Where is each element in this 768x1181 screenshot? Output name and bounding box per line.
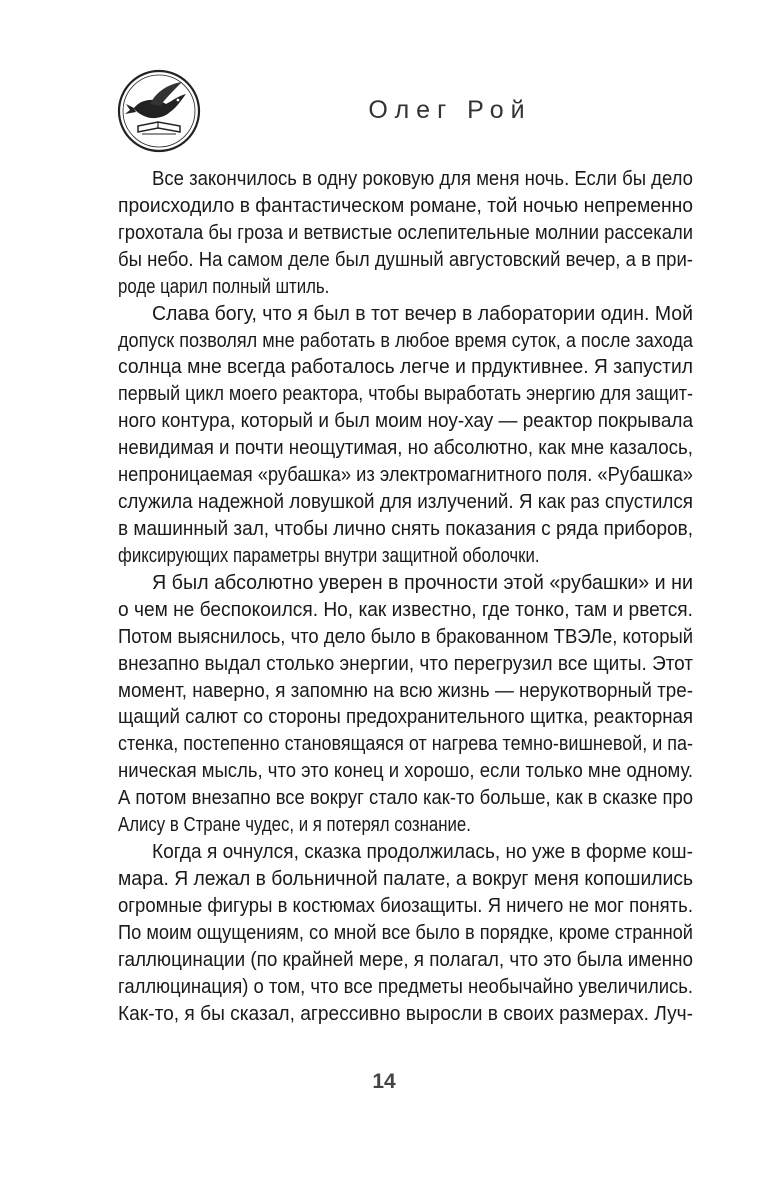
text-line-content: А потом внезапно все вокруг стало как-то больше, как в сказке про (118, 787, 693, 810)
text-line (118, 543, 693, 570)
text-line (118, 516, 693, 543)
text-line (118, 381, 693, 408)
text-line-content: роде царил полный штиль. (118, 275, 330, 298)
text-line-content: невидимая и почти неощутимая, но абсолютно, как мне казалось, (118, 437, 693, 460)
text-line-content: Когда я очнулся, сказка продолжилась, но уже в форме кош- (152, 841, 693, 864)
text-line (118, 408, 693, 435)
text-line-content: Как-то, я бы сказал, агрессивно выросли в своих размерах. Луч- (118, 1002, 694, 1025)
text-line (118, 1001, 693, 1028)
text-line-content: Алису в Стране чудес, и я потерял сознание. (118, 814, 471, 837)
text-line-content: непроницаемая «рубашка» из электромагнитного поля. «Рубашка» (118, 464, 694, 487)
text-line (118, 435, 693, 462)
text-line (118, 812, 693, 839)
text-line-content: стенка, постепенно становящаяся от нагрева темно-вишневой, и па- (118, 733, 693, 756)
text-line-content: происходило в фантастическом романе, той ночью непременно (118, 194, 694, 217)
text-line-content: галлюцинации (по крайней мере, я полагал, что это была именно (118, 948, 693, 971)
text-line (118, 947, 693, 974)
text-line (118, 651, 693, 678)
text-line-content: мара. Я лежал в больничной палате, а вокруг меня копошились (118, 867, 694, 890)
text-line-content: момент, наверно, я запомню на всю жизнь — нерукотворный тре- (118, 679, 693, 702)
text-line (118, 570, 693, 597)
text-line (118, 731, 693, 758)
text-line (118, 462, 693, 489)
text-line-content: грохотала бы гроза и ветвистые ослепительные молнии рассекали (118, 221, 693, 244)
text-line-content: Слава богу, что я был в тот вечер в лаборатории один. Мой (152, 302, 694, 325)
text-line-content: огромные фигуры в костюмах биозащиты. Я ничего не мог понять. (118, 894, 693, 917)
text-lines (118, 166, 693, 1028)
text-line-content: о чем не беспокоился. Но, как известно, где тонко, там и рвется. (118, 598, 693, 621)
page-number: 14 (372, 1070, 396, 1093)
text-line (118, 354, 693, 381)
text-line (118, 220, 693, 247)
text-line-content: ного контура, который и был моим ноу-хау — реактор покрывала (118, 410, 694, 433)
text-line-content: фиксирующих параметры внутри защитной оболочки. (118, 544, 540, 567)
text-line (118, 893, 693, 920)
text-line-content: галлюцинация) о том, что все предметы необычайно увеличились. (118, 975, 694, 998)
text-line (118, 489, 693, 516)
text-line (118, 785, 693, 812)
text-line (118, 974, 693, 1001)
bird-emblem-icon (116, 68, 202, 154)
text-line (118, 193, 693, 220)
text-line (118, 301, 693, 328)
text-line (118, 839, 693, 866)
text-line (118, 274, 693, 301)
body-text (118, 166, 693, 1028)
text-line (118, 597, 693, 624)
text-line-content: в машинный зал, чтобы лично снять показания с ряда приборов, (118, 517, 693, 540)
text-line-content: первый цикл моего реактора, чтобы выработать энергию для защит- (118, 383, 693, 406)
text-line-content: По моим ощущениям, со мной все было в порядке, кроме странной (118, 921, 693, 944)
text-line (118, 328, 693, 355)
text-line (118, 758, 693, 785)
text-line-content: внезапно выдал столько энергии, что перегрузил все щиты. Этот (118, 652, 693, 675)
text-line-content: солнца мне всегда работалось легче и прдуктивнее. Я запустил (118, 356, 693, 379)
text-line (118, 704, 693, 731)
text-line (118, 247, 693, 274)
running-header-author: Олег Рой (368, 96, 532, 124)
text-line-content: ническая мысль, что это конец и хорошо, если только мне одному. (118, 760, 694, 783)
text-line (118, 866, 693, 893)
text-line-content: Все закончилось в одну роковую для меня ночь. Если бы дело (152, 168, 693, 190)
text-line-content: допуск позволял мне работать в любое время суток, а после захода (118, 329, 693, 352)
text-line-content: бы небо. На самом деле был душный августовский вечер, а в при- (118, 248, 693, 271)
text-line (118, 920, 693, 947)
text-line-content: щащий салют со стороны предохранительного щитка, реакторная (118, 706, 694, 729)
text-line-content: служила надежной ловушкой для излучений. Я как раз спустился (118, 491, 693, 514)
text-line (118, 624, 693, 651)
text-line-content: Я был абсолютно уверен в прочности этой «рубашки» и ни (152, 571, 693, 594)
text-line (118, 678, 693, 705)
text-line (118, 166, 693, 193)
text-line-content: Потом выяснилось, что дело было в бракованном ТВЭЛе, который (118, 625, 694, 648)
